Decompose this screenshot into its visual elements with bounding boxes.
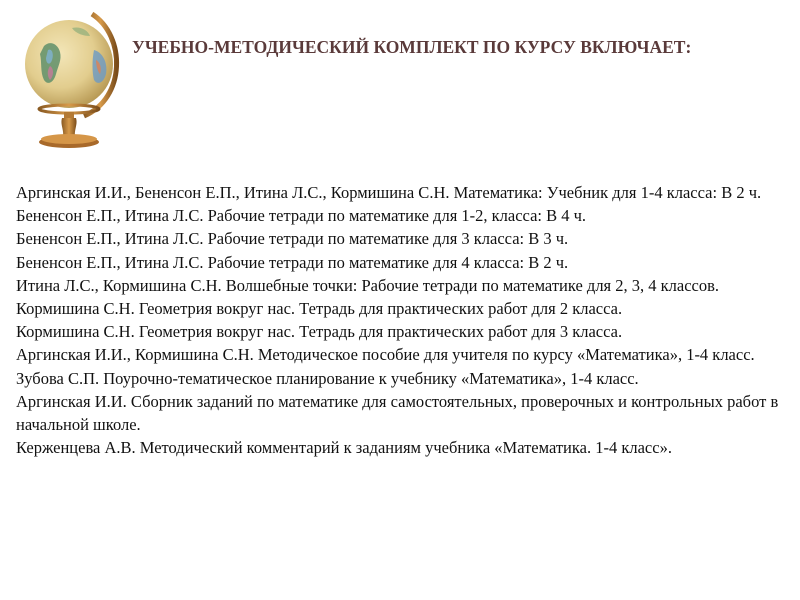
list-item: Аргинская И.И. Сборник заданий по математике для самостоятельных, проверочных и контрольных работ в начальной школе. — [16, 391, 779, 435]
list-item: Бененсон Е.П., Итина Л.С. Рабочие тетради по математике для 1-2, класса: В 4 ч. — [16, 206, 587, 226]
reference-list — [16, 181, 798, 459]
list-item: Кормишина С.Н. Геометрия вокруг нас. Тетрадь для практических работ для 2 класса. — [16, 299, 623, 319]
list-item: Керженцева А.В. Методический комментарий к заданиям учебника «Математика. 1-4 класс». — [16, 438, 672, 458]
list-item: Кормишина С.Н. Геометрия вокруг нас. Тетрадь для практических работ для 3 класса. — [16, 322, 623, 342]
list-item: Бененсон Е.П., Итина Л.С. Рабочие тетради по математике для 4 класса: В 2 ч. — [16, 252, 569, 272]
list-item: Итина Л.С., Кормишина С.Н. Волшебные точки: Рабочие тетради по математике для 2, 3, 4 классов. — [16, 275, 720, 295]
list-item: Бененсон Е.П., Итина Л.С. Рабочие тетради по математике для 3 класса: В 3 ч. — [16, 229, 569, 249]
globe-icon — [14, 6, 124, 154]
slide-title: УЧЕБНО-МЕТОДИЧЕСКИЙ КОМПЛЕКТ ПО КУРСУ ВКЛЮЧАЕТ: — [132, 37, 692, 57]
globe-image — [14, 6, 124, 154]
list-item: Аргинская И.И., Кормишина С.Н. Методическое пособие для учителя по курсу «Математика», 1-4 класс. — [16, 345, 755, 365]
list-item: Зубова С.П. Поурочно-тематическое планирование к учебнику «Математика», 1-4 класс. — [16, 368, 639, 388]
list-item: Аргинская И.И., Бененсон Е.П., Итина Л.С., Кормишина С.Н. Математика: Учебник для 1-4 класса: В 2 ч. — [16, 183, 762, 202]
